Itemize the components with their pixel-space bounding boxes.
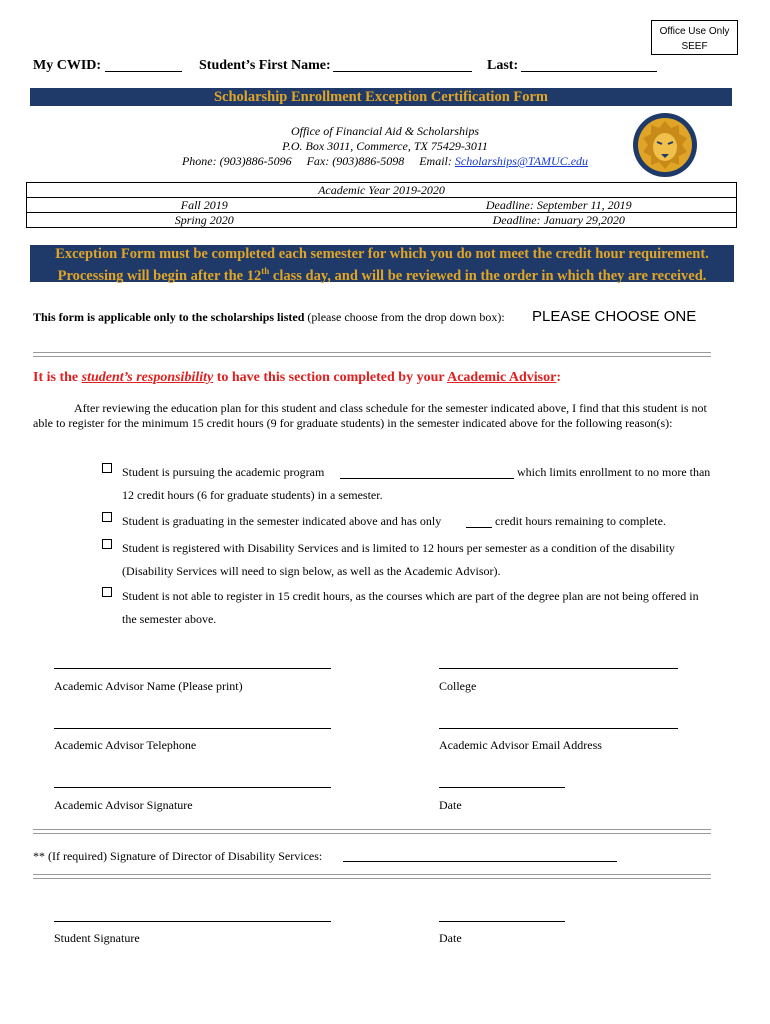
banner-line-1: Exception Form must be completed each semester for which you do not meet the credit hour requirement. [55, 246, 709, 262]
reason-4-text-b: the semester above. [122, 612, 217, 626]
student-signature-field[interactable] [54, 920, 331, 922]
divider [33, 874, 711, 879]
office-use-box [651, 20, 738, 55]
academic-year-title: Academic Year 2019-2020 [27, 183, 737, 198]
reason-2-text-b: credit hours remaining to complete. [495, 514, 666, 528]
office-fax: Fax: (903)886-5098 [306, 154, 405, 168]
responsibility-heading [33, 370, 561, 386]
applicable-normal: (please choose from the drop down box): [304, 310, 505, 324]
cwid-field[interactable] [105, 57, 182, 72]
office-address: P.O. Box 3011, Commerce, TX 75429-3011 [282, 139, 488, 153]
office-email-link[interactable]: Scholarships@TAMUC.edu [454, 154, 589, 168]
resp-text-e: : [556, 370, 562, 385]
reason-1-text-c: 12 credit hours (6 for graduate students) in a semester. [122, 488, 383, 502]
reason-3-text-b: (Disability Services will need to sign below, as well as the Academic Advisor). [122, 564, 501, 578]
first-name-label: Student’s First Name: [199, 58, 331, 73]
form-title: Scholarship Enrollment Exception Certification Form [30, 88, 732, 106]
banner-superscript: th [261, 266, 270, 276]
office-use-code: SEEF [681, 41, 708, 52]
reason-4-checkbox[interactable] [102, 587, 112, 597]
resp-text-c: to have this section completed by your [213, 370, 448, 385]
disability-signature-label: ** (If required) Signature of Director of Disability Services: [33, 849, 323, 863]
reason-3-checkbox[interactable] [102, 539, 112, 549]
applicable-statement [33, 310, 505, 325]
advisor-date-field[interactable] [439, 786, 565, 788]
office-email-label: Email: [419, 154, 452, 168]
disability-signature-field[interactable] [343, 860, 617, 862]
last-name-field[interactable] [521, 57, 657, 72]
banner-line-2-start: Processing will begin after the 12 [57, 267, 262, 284]
lion-logo-icon [632, 112, 698, 178]
deadline-fall: Deadline: September 11, 2019 [382, 198, 737, 213]
reason-1-text-b: which limits enrollment to no more than [517, 465, 711, 479]
advisor-signature-label: Academic Advisor Signature [54, 798, 193, 812]
cwid-label: My CWID: [33, 58, 102, 73]
student-signature-label: Student Signature [54, 931, 140, 945]
advisor-phone-field[interactable] [54, 727, 331, 729]
divider [33, 352, 711, 357]
last-name-label: Last: [487, 58, 519, 73]
student-date-field[interactable] [439, 920, 565, 922]
reason-2-checkbox[interactable] [102, 512, 112, 522]
student-date-label: Date [439, 931, 462, 945]
advisor-email-field[interactable] [439, 727, 678, 729]
advisor-phone-label: Academic Advisor Telephone [54, 738, 197, 752]
office-phone: Phone: (903)886-5096 [181, 154, 292, 168]
office-name: Office of Financial Aid & Scholarships [290, 124, 480, 138]
term-fall: Fall 2019 [27, 198, 382, 213]
resp-text-a: It is the [33, 370, 82, 385]
advisor-date-label: Date [439, 798, 462, 812]
scholarship-dropdown[interactable]: PLEASE CHOOSE ONE [532, 308, 697, 325]
resp-text-d: Academic Advisor [447, 370, 557, 385]
advisor-name-field[interactable] [54, 667, 331, 669]
advisor-paragraph: After reviewing the education plan for this student and class schedule for the semester indicated above, I find that this student is not able to register for the minimum 15 credit hours (9 for graduate students) in the semester indicated above for the following reason(s): [33, 401, 707, 430]
reason-4-text: Student is not able to register in 15 credit hours, as the courses which are part of the degree plan are not being offered in [122, 589, 699, 603]
advisor-signature-field[interactable] [54, 786, 331, 788]
banner-line-2-end: class day, and will be reviewed in the order in which they are received. [269, 267, 707, 284]
notice-banner [30, 245, 734, 282]
banner-line-2 [30, 263, 734, 285]
advisor-name-label: Academic Advisor Name (Please print) [54, 679, 243, 693]
academic-year-table [26, 182, 737, 228]
first-name-field[interactable] [333, 57, 472, 72]
divider [33, 829, 711, 834]
reason-3-text: Student is registered with Disability Services and is limited to 12 hours per semester as a condition of the disability [122, 541, 675, 555]
reason-1-checkbox[interactable] [102, 463, 112, 473]
credit-hours-field[interactable] [466, 526, 492, 528]
program-field[interactable] [340, 477, 514, 479]
resp-text-b: student’s responsibility [81, 370, 214, 385]
college-field[interactable] [439, 667, 678, 669]
office-use-label: Office Use Only [659, 26, 730, 37]
reason-2-text: Student is graduating in the semester indicated above and has only [122, 514, 442, 528]
deadline-spring: Deadline: January 29,2020 [382, 213, 737, 228]
applicable-bold: This form is applicable only to the scholarships listed [33, 310, 305, 324]
college-label: College [439, 679, 477, 693]
reason-1-text: Student is pursuing the academic program [122, 465, 325, 479]
term-spring: Spring 2020 [27, 213, 382, 228]
advisor-email-label: Academic Advisor Email Address [439, 738, 602, 752]
